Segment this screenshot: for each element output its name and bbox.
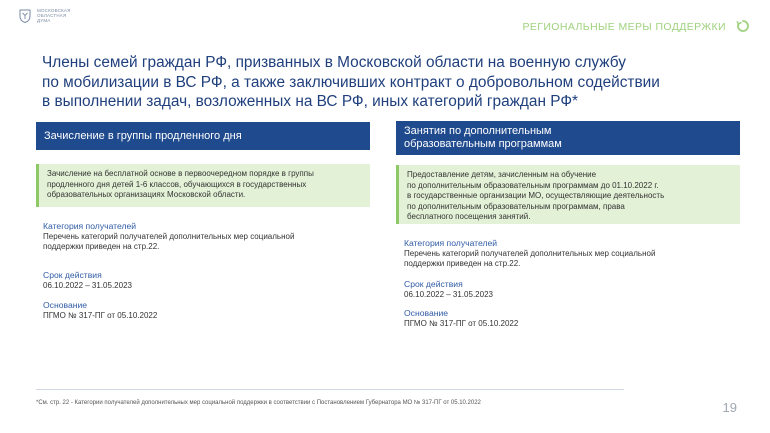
- left-basis-value: ПГМО № 317-ПГ от 05.10.2022: [43, 311, 158, 320]
- loop-icon: [736, 19, 750, 33]
- right-basis-label: Основание: [404, 308, 449, 318]
- left-term-group: [43, 270, 132, 291]
- right-category-line-1: Перечень категорий получателей дополнительных мер социальной: [404, 249, 656, 258]
- right-term-group: [404, 279, 493, 300]
- page-title: [42, 53, 732, 112]
- right-column-header: [396, 121, 740, 155]
- right-basis-value: ПГМО № 317-ПГ от 05.10.2022: [404, 319, 519, 328]
- left-note-line-3: образовательных организациях Московской области.: [47, 190, 246, 199]
- section-tag: РЕГИОНАЛЬНЫЕ МЕРЫ ПОДДЕРЖКИ: [522, 21, 726, 33]
- logo-line-2: ОБЛАСТНАЯ: [37, 13, 67, 18]
- logo-line-3: ДУМА: [37, 18, 51, 23]
- title-line-3: в выполнении задач, возложенных на ВС РФ, иных категорий граждан РФ*: [42, 93, 579, 110]
- left-basis-group: [43, 300, 157, 321]
- right-note-line-5: бесплатного посещения занятий.: [407, 212, 531, 221]
- footnote: *См. стр. 22 - Категории получателей дополнительных мер социальной поддержки в соответствии с Постановлением Губернатора МО № 317-ПГ от 05.10.2022: [36, 400, 481, 406]
- title-line-1: Члены семей граждан РФ, призванных в Московской области на военную службу: [42, 54, 626, 71]
- left-note-line-1: Зачисление на бесплатной основе в первоочередном порядке в группы: [47, 169, 314, 178]
- right-note-line-2: по дополнительным образовательным программам до 01.10.2022 г.: [407, 180, 659, 190]
- right-note-line-3: в государственные организации МО, осуществляющие деятельность: [407, 191, 665, 200]
- title-line-2: по мобилизации в ВС РФ, а также заключивших контракт о добровольном содействии: [42, 73, 660, 91]
- left-basis-label: Основание: [43, 300, 88, 310]
- left-category-label: Категория получателей: [43, 221, 137, 231]
- left-category-line-2: поддержки приведен на стр.22.: [43, 242, 160, 251]
- right-note-line-1: Предоставление детям, зачисленным на обучение: [407, 170, 597, 179]
- right-category-group: [404, 238, 655, 269]
- left-term-value: 06.10.2022 – 31.05.2023: [43, 281, 132, 290]
- coat-of-arms-icon: [18, 9, 32, 23]
- left-column-header: Зачисление в группы продленного дня: [36, 122, 370, 150]
- page-number: 19: [722, 400, 737, 415]
- footer-divider: [36, 389, 624, 390]
- left-note-line-2: продленного дня детей 1-6 классов, обучающихся в государственных: [47, 179, 307, 189]
- duma-logo: [18, 8, 71, 23]
- left-term-label: Срок действия: [43, 270, 102, 280]
- logo-text: [37, 8, 71, 23]
- right-term-value: 06.10.2022 – 31.05.2023: [404, 290, 493, 299]
- right-description-box: [396, 165, 740, 224]
- right-note-line-4: по дополнительным образовательным программам, права: [407, 201, 625, 211]
- right-basis-group: [404, 308, 518, 329]
- left-category-group: [43, 221, 294, 252]
- right-header-line-2: образовательным программам: [404, 138, 562, 150]
- logo-line-1: МОСКОВСКАЯ: [37, 8, 71, 13]
- left-category-line-1: Перечень категорий получателей дополнительных мер социальной: [43, 232, 295, 241]
- right-category-line-2: поддержки приведен на стр.22.: [404, 259, 521, 268]
- right-category-label: Категория получателей: [404, 238, 498, 248]
- right-term-label: Срок действия: [404, 279, 463, 289]
- left-description-box: [36, 164, 370, 207]
- right-header-line-1: Занятия по дополнительным: [404, 125, 552, 137]
